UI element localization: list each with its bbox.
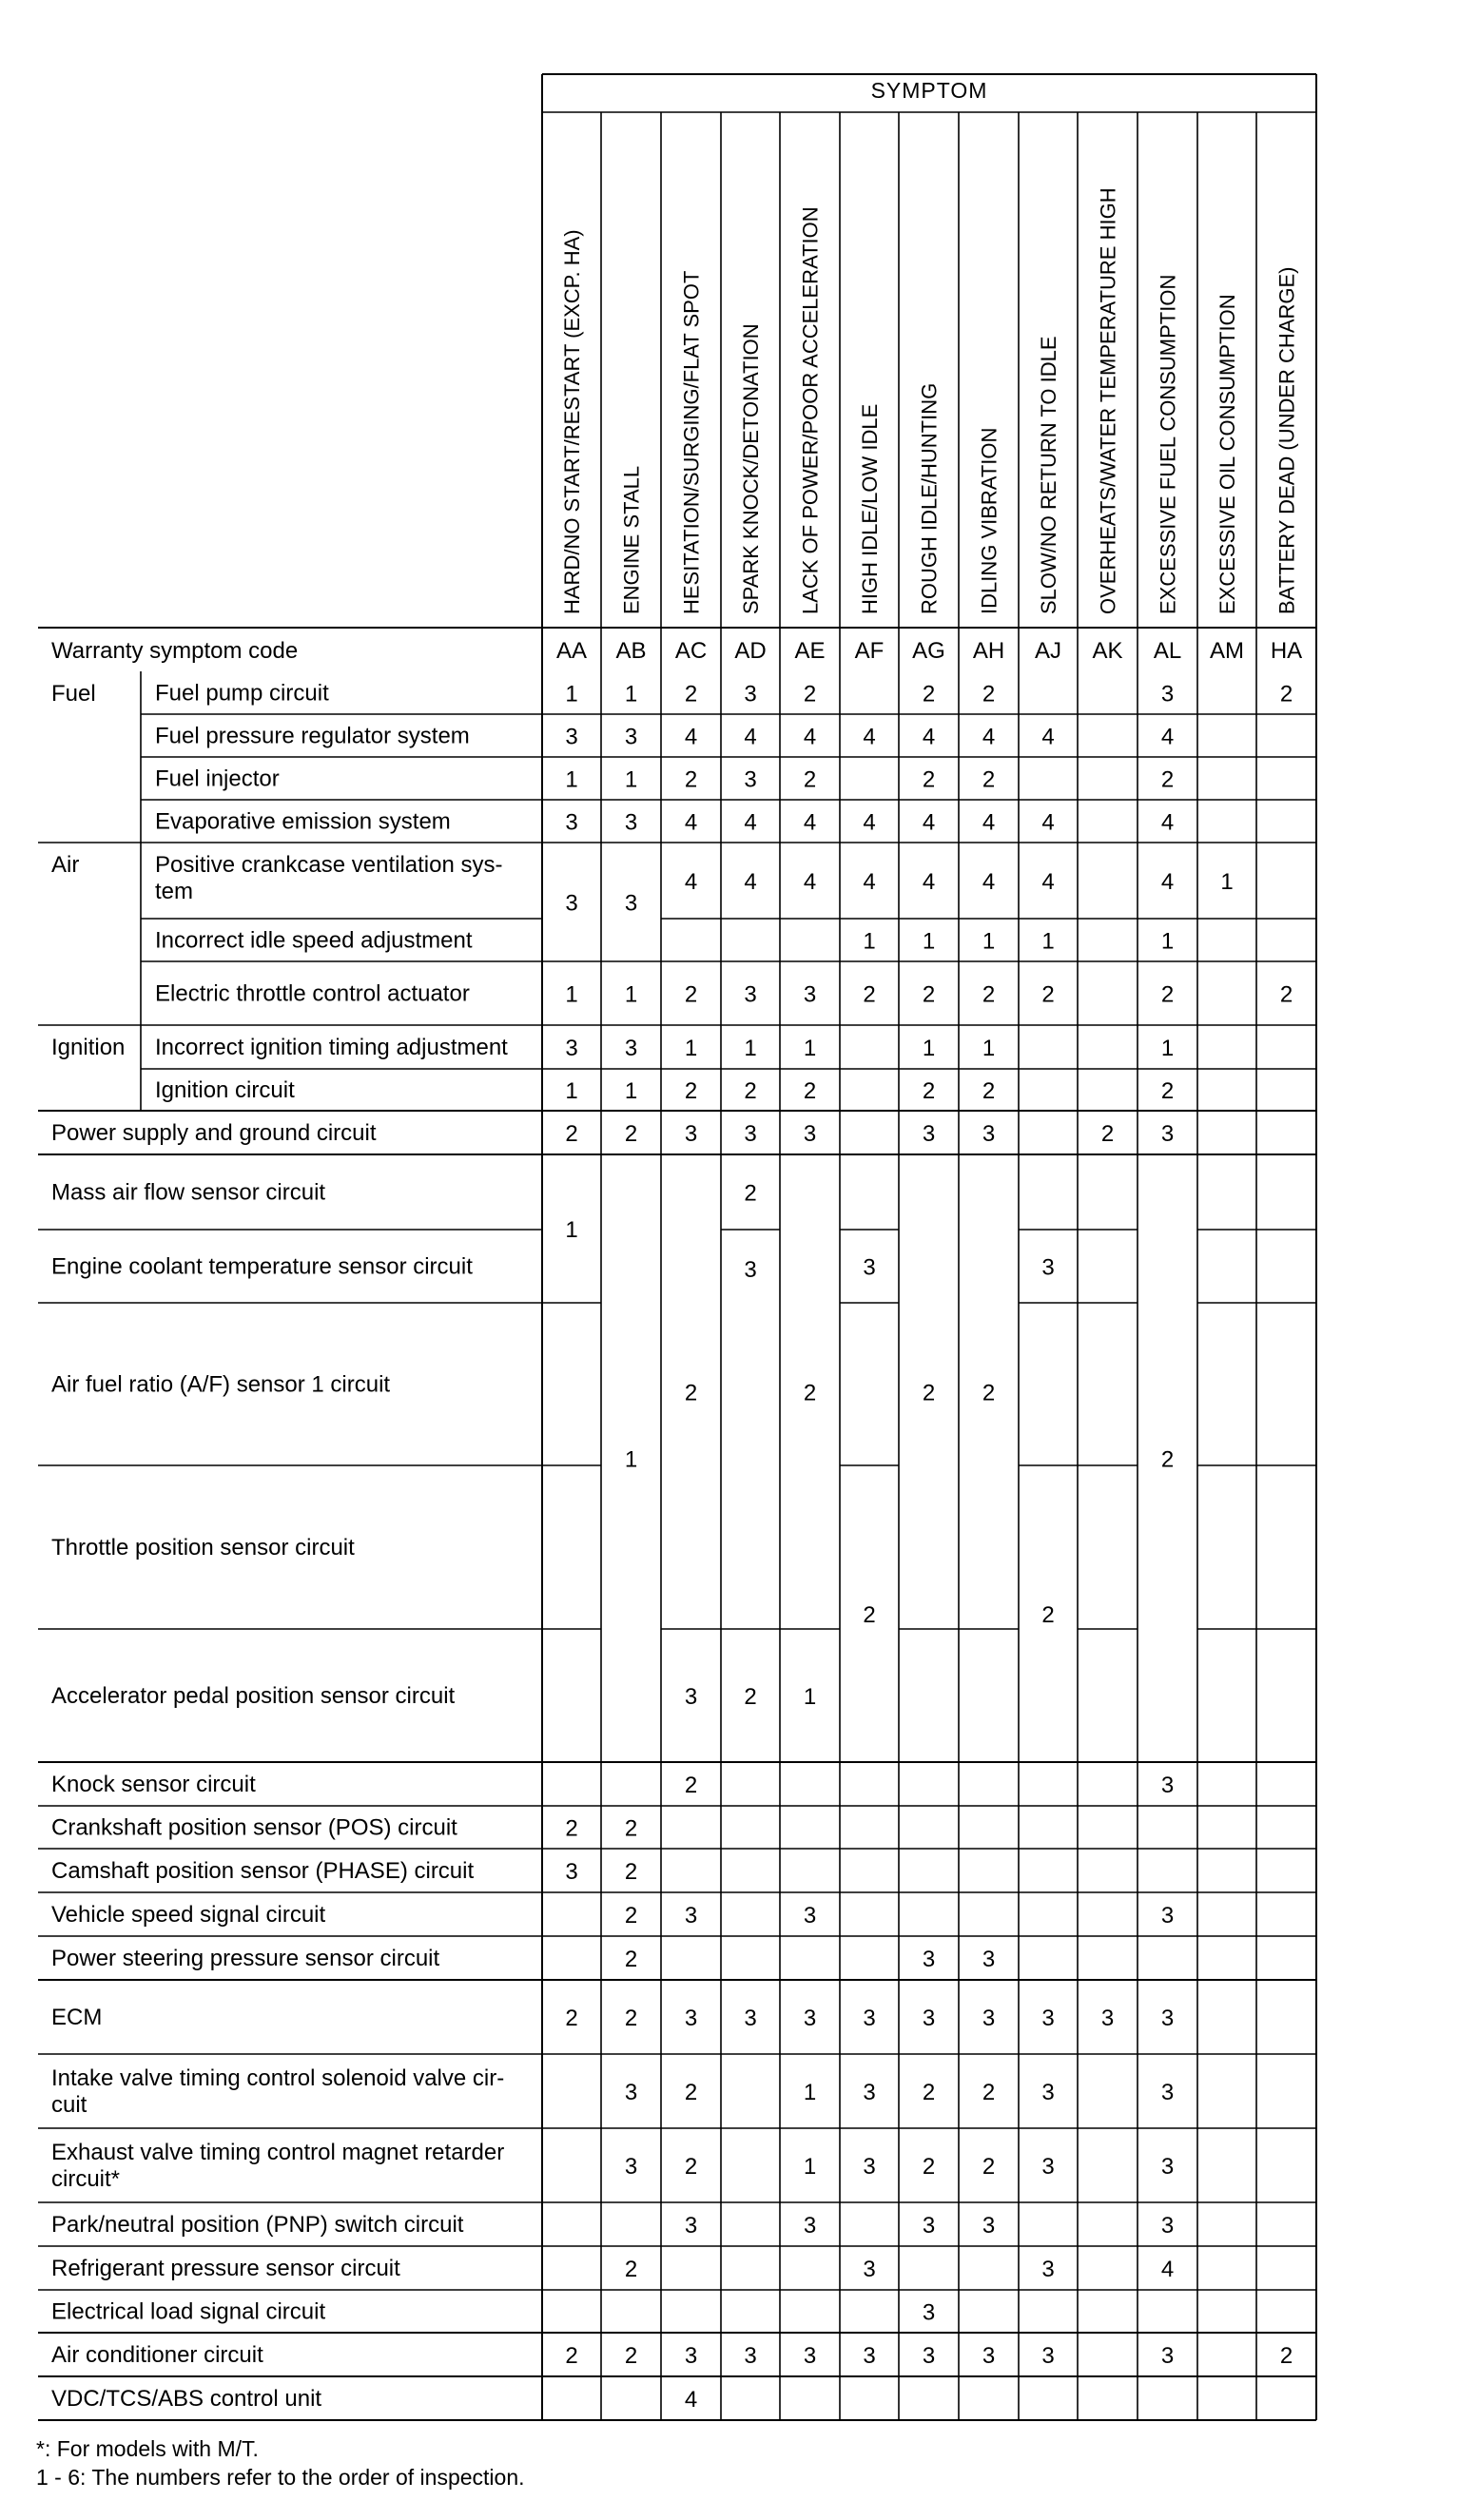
inspection-order-value: 4 — [1160, 2257, 1175, 2282]
inspection-order-value: 3 — [1160, 1903, 1175, 1929]
inspection-order-value: 3 — [624, 809, 638, 836]
symptom-header: BATTERY DEAD (UNDER CHARGE) — [1274, 266, 1299, 614]
row-label: Ignition circuit — [155, 1077, 295, 1103]
inspection-order-value: 1 — [624, 1078, 638, 1104]
inspection-order-value: 3 — [565, 1036, 578, 1061]
row-label: Air conditioner circuit — [51, 2342, 263, 2368]
inspection-order-value: 3 — [684, 2213, 698, 2239]
inspection-order-value: 2 — [1041, 1602, 1055, 1628]
inspection-order-value: 3 — [565, 809, 578, 836]
inspection-order-value: 2 — [684, 2080, 698, 2105]
inspection-order-value: 2 — [982, 981, 996, 1008]
row-label: Fuel pressure regulator system — [155, 723, 470, 749]
inspection-order-value: 4 — [863, 869, 876, 895]
inspection-order-value: 2 — [1160, 766, 1175, 793]
inspection-order-value: 2 — [684, 1078, 698, 1104]
symptom-header: HIGH IDLE/LOW IDLE — [858, 403, 882, 614]
row-label: Power steering pressure sensor circuit — [51, 1946, 440, 1971]
inspection-order-value: 2 — [624, 1859, 638, 1885]
inspection-order-value: 3 — [922, 2213, 936, 2239]
category-label: Fuel — [51, 681, 96, 707]
inspection-order-value: 2 — [624, 1815, 638, 1842]
inspection-order-value: 3 — [1160, 2213, 1175, 2239]
inspection-order-value: 1 — [624, 1446, 638, 1473]
row-label: circuit* — [51, 2166, 121, 2192]
inspection-order-value: 1 — [1220, 869, 1234, 895]
inspection-order-value: 4 — [803, 809, 817, 836]
row-label: Incorrect idle speed adjustment — [155, 927, 473, 954]
inspection-order-value: 1 — [982, 928, 996, 955]
inspection-order-value: 1 — [1041, 928, 1055, 955]
inspection-order-value: 1 — [1160, 928, 1175, 955]
row-label: tem — [155, 879, 194, 904]
inspection-order-value: 2 — [922, 2080, 936, 2105]
inspection-order-value: 1 — [624, 981, 638, 1008]
inspection-order-value: 2 — [624, 2343, 638, 2369]
inspection-order-value: 2 — [982, 1078, 996, 1104]
inspection-order-value: 2 — [1160, 1446, 1175, 1473]
inspection-order-value: 3 — [744, 2006, 757, 2031]
symptom-header: LACK OF POWER/POOR ACCELERATION — [798, 206, 823, 614]
inspection-order-value: 3 — [1041, 2080, 1055, 2105]
inspection-order-value: 3 — [863, 2006, 876, 2031]
inspection-order-value: 3 — [684, 2343, 698, 2369]
inspection-order-value: 1 — [803, 2154, 817, 2180]
inspection-order-value: 2 — [982, 2080, 996, 2105]
inspection-order-value: 3 — [803, 981, 817, 1008]
inspection-order-value: 2 — [744, 1180, 757, 1207]
inspection-order-value: 2 — [744, 1078, 757, 1104]
inspection-order-value: 3 — [1160, 2006, 1175, 2031]
inspection-order-value: 3 — [744, 2343, 757, 2369]
inspection-order-value: 3 — [1041, 2006, 1055, 2031]
warranty-code: AM — [1210, 638, 1244, 664]
category-labels — [51, 681, 125, 1060]
warranty-code: AB — [615, 638, 647, 664]
inspection-order-value: 3 — [803, 1121, 817, 1147]
inspection-order-value: 3 — [803, 2343, 817, 2369]
inspection-order-value: 1 — [624, 681, 638, 708]
inspection-order-value: 2 — [922, 1078, 936, 1104]
inspection-order-value: 3 — [982, 1121, 996, 1147]
row-labels — [51, 681, 508, 2413]
row-label: Knock sensor circuit — [51, 1772, 256, 1797]
inspection-order-value: 3 — [684, 1684, 698, 1710]
inspection-order-value: 2 — [565, 1815, 578, 1842]
inspection-order-value: 3 — [684, 1903, 698, 1929]
row-label: Intake valve timing control solenoid valve cir- — [51, 2065, 505, 2091]
inspection-order-value: 2 — [922, 681, 936, 708]
inspection-order-value: 2 — [1279, 681, 1293, 708]
inspection-order-value: 1 — [803, 1684, 817, 1710]
inspection-order-value: 3 — [863, 1254, 876, 1281]
inspection-order-value: 2 — [684, 1380, 698, 1406]
inspection-order-value: 4 — [744, 724, 757, 750]
row-label: VDC/TCS/ABS control unit — [51, 2386, 322, 2412]
inspection-order-value: 4 — [863, 809, 876, 836]
inspection-order-value: 3 — [982, 1947, 996, 1972]
inspection-order-value: 3 — [803, 2213, 817, 2239]
inspection-order-value: 1 — [565, 766, 578, 793]
warranty-code-label: Warranty symptom code — [51, 638, 299, 664]
inspection-order-value: 4 — [922, 809, 936, 836]
inspection-order-value: 2 — [803, 681, 817, 708]
warranty-code: AD — [734, 638, 767, 664]
inspection-order-value: 2 — [1160, 1078, 1175, 1104]
inspection-order-value: 4 — [1160, 724, 1175, 750]
inspection-order-value: 1 — [744, 1036, 757, 1061]
inspection-order-value: 2 — [982, 2154, 996, 2180]
row-label: Power supply and ground circuit — [51, 1120, 377, 1146]
inspection-order-value: 2 — [922, 2154, 936, 2180]
inspection-order-value: 2 — [624, 2006, 638, 2031]
row-label: Fuel injector — [155, 766, 280, 792]
warranty-code: AA — [555, 638, 588, 664]
inspection-order-value: 3 — [1160, 1121, 1175, 1147]
row-label: Camshaft position sensor (PHASE) circuit — [51, 1858, 475, 1884]
inspection-order-cells — [565, 682, 1293, 2413]
inspection-order-value: 4 — [863, 724, 876, 750]
footnote-mt: *: For models with M/T. — [36, 2436, 259, 2461]
inspection-order-value: 4 — [982, 869, 996, 895]
inspection-order-value: 3 — [982, 2343, 996, 2369]
inspection-order-value: 2 — [803, 1078, 817, 1104]
symptom-header: ENGINE STALL — [619, 465, 644, 614]
inspection-order-value: 2 — [744, 1684, 757, 1710]
inspection-order-value: 1 — [803, 1036, 817, 1061]
category-label: Ignition — [51, 1035, 126, 1060]
inspection-order-value: 3 — [624, 2080, 638, 2105]
warranty-code: AL — [1153, 638, 1182, 664]
symptom-header-title: SYMPTOM — [870, 78, 988, 103]
row-label: Air fuel ratio (A/F) sensor 1 circuit — [51, 1371, 391, 1398]
inspection-order-value: 3 — [922, 2299, 936, 2326]
inspection-order-value: 3 — [684, 2006, 698, 2031]
inspection-order-value: 1 — [803, 2080, 817, 2105]
symptom-header: SLOW/NO RETURN TO IDLE — [1037, 336, 1060, 614]
inspection-order-value: 3 — [744, 1257, 757, 1283]
inspection-order-value: 3 — [863, 2080, 876, 2105]
inspection-order-value: 2 — [565, 2343, 578, 2369]
row-label: Mass air flow sensor circuit — [51, 1179, 326, 1206]
inspection-order-value: 2 — [1160, 981, 1175, 1008]
warranty-code: AJ — [1034, 638, 1062, 664]
warranty-code-row — [556, 638, 1302, 664]
inspection-order-value: 2 — [982, 1380, 996, 1406]
inspection-order-value: 1 — [565, 1217, 578, 1243]
row-label: Vehicle speed signal circuit — [51, 1902, 326, 1928]
inspection-order-value: 1 — [922, 928, 936, 955]
inspection-order-value: 2 — [922, 1380, 936, 1406]
inspection-order-value: 3 — [922, 1947, 936, 1972]
inspection-order-value: 2 — [1279, 2343, 1293, 2369]
inspection-order-value: 3 — [565, 890, 578, 917]
inspection-order-value: 3 — [1041, 1254, 1055, 1281]
inspection-order-value: 3 — [863, 2343, 876, 2369]
inspection-order-value: 4 — [922, 724, 936, 750]
inspection-order-value: 3 — [744, 1121, 757, 1147]
inspection-order-value: 3 — [982, 2213, 996, 2239]
inspection-order-value: 2 — [863, 981, 876, 1008]
inspection-order-value: 4 — [1041, 724, 1055, 750]
warranty-code: AE — [794, 638, 826, 664]
inspection-order-value: 3 — [922, 2006, 936, 2031]
inspection-order-value: 2 — [1041, 981, 1055, 1008]
inspection-order-value: 3 — [803, 2006, 817, 2031]
inspection-order-value: 3 — [565, 724, 578, 750]
inspection-order-value: 3 — [803, 1903, 817, 1929]
inspection-order-value: 2 — [803, 766, 817, 793]
inspection-order-value: 3 — [1160, 2154, 1175, 2180]
footnote-order: 1 - 6: The numbers refer to the order of inspection. — [36, 2465, 525, 2490]
inspection-order-value: 2 — [624, 2257, 638, 2282]
symptom-header: IDLING VIBRATION — [977, 427, 1002, 614]
inspection-order-value: 3 — [1160, 681, 1175, 708]
inspection-order-value: 1 — [1160, 1036, 1175, 1061]
row-label: Refrigerant pressure sensor circuit — [51, 2256, 400, 2281]
inspection-order-value: 4 — [1041, 869, 1055, 895]
symptom-column-headers — [560, 187, 1299, 614]
symptom-header: SPARK KNOCK/DETONATION — [739, 323, 763, 614]
inspection-order-value: 3 — [624, 2154, 638, 2180]
inspection-order-value: 4 — [982, 809, 996, 836]
symptom-header: ROUGH IDLE/HUNTING — [917, 382, 942, 614]
row-label: Exhaust valve timing control magnet retarder — [51, 2140, 505, 2165]
warranty-code: HA — [1270, 638, 1303, 664]
row-label: cuit — [51, 2092, 88, 2118]
inspection-order-value: 4 — [1160, 809, 1175, 836]
inspection-order-value: 3 — [1041, 2154, 1055, 2180]
inspection-order-value: 1 — [565, 681, 578, 708]
inspection-order-value: 3 — [922, 2343, 936, 2369]
inspection-order-value: 2 — [684, 766, 698, 793]
inspection-order-value: 2 — [803, 1380, 817, 1406]
inspection-order-value: 2 — [982, 766, 996, 793]
inspection-order-value: 3 — [1160, 2080, 1175, 2105]
inspection-order-value: 1 — [863, 928, 876, 955]
inspection-order-value: 3 — [1100, 2006, 1115, 2031]
warranty-code: AC — [674, 638, 708, 664]
inspection-order-value: 3 — [624, 890, 638, 917]
inspection-order-value: 4 — [803, 724, 817, 750]
inspection-order-value: 3 — [1160, 2343, 1175, 2369]
inspection-order-value: 3 — [863, 2154, 876, 2180]
inspection-order-value: 1 — [565, 981, 578, 1008]
row-label: Evaporative emission system — [155, 808, 451, 835]
inspection-order-value: 2 — [565, 2006, 578, 2031]
inspection-order-value: 3 — [684, 1121, 698, 1147]
symptom-header: HESITATION/SURGING/FLAT SPOT — [679, 270, 704, 614]
row-label: Crankshaft position sensor (POS) circuit — [51, 1814, 457, 1841]
inspection-order-value: 3 — [922, 1121, 936, 1147]
inspection-order-value: 3 — [982, 2006, 996, 2031]
symptom-header: OVERHEATS/WATER TEMPERATURE HIGH — [1096, 187, 1120, 614]
inspection-order-value: 2 — [922, 981, 936, 1008]
inspection-order-value: 3 — [863, 2257, 876, 2282]
inspection-order-value: 4 — [982, 724, 996, 750]
inspection-order-value: 4 — [744, 869, 757, 895]
inspection-order-value: 1 — [922, 1036, 936, 1061]
inspection-order-value: 2 — [565, 1121, 578, 1147]
inspection-order-value: 4 — [684, 809, 698, 836]
inspection-order-value: 3 — [1041, 2343, 1055, 2369]
inspection-order-value: 2 — [863, 1602, 876, 1628]
row-label: Park/neutral position (PNP) switch circuit — [51, 2212, 464, 2238]
row-label: Electric throttle control actuator — [155, 980, 470, 1007]
inspection-order-value: 4 — [803, 869, 817, 895]
inspection-order-value: 3 — [1160, 1773, 1175, 1798]
inspection-order-value: 3 — [744, 681, 757, 708]
row-label: Accelerator pedal position sensor circuit — [51, 1683, 456, 1709]
inspection-order-value: 1 — [565, 1078, 578, 1104]
inspection-order-value: 2 — [624, 1903, 638, 1929]
inspection-order-value: 2 — [624, 1121, 638, 1147]
row-label: Fuel pump circuit — [155, 680, 329, 707]
inspection-order-value: 1 — [624, 766, 638, 793]
inspection-order-value: 1 — [982, 1036, 996, 1061]
warranty-code: AG — [912, 638, 945, 664]
inspection-order-value: 2 — [1279, 981, 1293, 1008]
warranty-code: AF — [854, 638, 885, 664]
inspection-order-value: 3 — [624, 724, 638, 750]
symptom-header: EXCESSIVE FUEL CONSUMPTION — [1156, 274, 1180, 614]
inspection-order-value: 2 — [684, 2154, 698, 2180]
row-label: Engine coolant temperature sensor circuit — [51, 1253, 473, 1280]
category-label: Air — [51, 852, 80, 878]
symptom-header: HARD/NO START/RESTART (EXCP. HA) — [560, 229, 584, 614]
inspection-order-value: 2 — [922, 766, 936, 793]
warranty-code: AK — [1092, 638, 1123, 664]
symptom-header: EXCESSIVE OIL CONSUMPTION — [1215, 294, 1239, 614]
inspection-order-value: 3 — [744, 766, 757, 793]
inspection-order-value: 2 — [982, 681, 996, 708]
row-label: Throttle position sensor circuit — [51, 1535, 355, 1560]
inspection-order-value: 3 — [1041, 2257, 1055, 2282]
row-label: Incorrect ignition timing adjustment — [155, 1035, 508, 1060]
inspection-order-value: 4 — [1041, 809, 1055, 836]
inspection-order-value: 2 — [684, 1773, 698, 1798]
inspection-order-value: 4 — [922, 869, 936, 895]
inspection-order-value: 2 — [684, 681, 698, 708]
warranty-code: AH — [972, 638, 1005, 664]
inspection-order-value: 3 — [744, 981, 757, 1008]
inspection-order-value: 4 — [744, 809, 757, 836]
inspection-order-value: 3 — [565, 1859, 578, 1885]
inspection-order-value: 4 — [684, 724, 698, 750]
inspection-order-value: 4 — [684, 2387, 698, 2413]
row-label: Positive crankcase ventilation sys- — [155, 852, 503, 878]
row-label: ECM — [51, 2005, 103, 2030]
inspection-order-value: 3 — [624, 1036, 638, 1061]
inspection-order-value: 4 — [684, 869, 698, 895]
row-label: Electrical load signal circuit — [51, 2298, 326, 2325]
inspection-order-value: 4 — [1160, 869, 1175, 895]
inspection-order-value: 2 — [684, 981, 698, 1008]
inspection-order-value: 2 — [624, 1947, 638, 1972]
inspection-order-value: 1 — [684, 1036, 698, 1061]
inspection-order-value: 2 — [1100, 1121, 1115, 1147]
